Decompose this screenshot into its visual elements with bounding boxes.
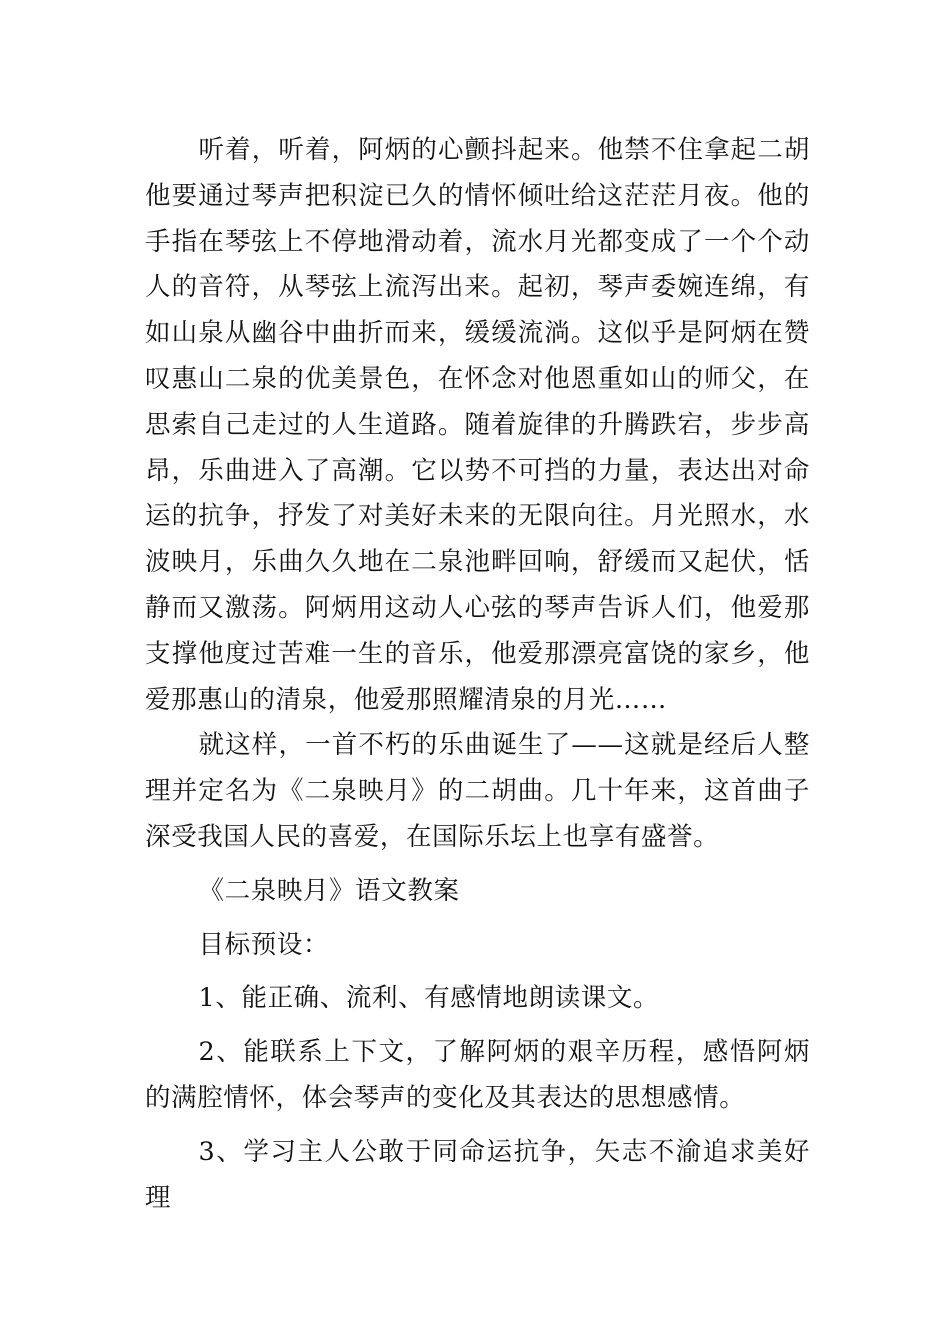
goal-item: 3、学习主人公敢于同命运抗争，矢志不渝追求美好理 xyxy=(145,1136,810,1213)
goal-item: 1、能正确、流利、有感情地朗读课文。 xyxy=(198,983,660,1014)
body-paragraph: 听着，听着，阿炳的心颤抖起来。他禁不住拿起二胡他要通过琴声把积淀已久的情怀倾吐给这茫茫月夜。他的手指在琴弦上不停地滑动着，流水月光都变成了一个个动人的音符，从琴弦上流泻出来。起初，琴声委婉连绵，有如山泉从幽谷中曲折而来，缓缓流淌。这似乎是阿炳在赞叹惠山二泉的优美景色，在怀念对他恩重如山的师父，在思索自己走过的人生道路。随着旋律的升腾跌宕，步步高昂，乐曲进入了高潮。它以势不可挡的力量，表达出对命运的抗争，抒发了对美好未来的无限向往。月光照水，水波映月，乐曲久久地在二泉池畔回响，舒缓而又起伏，恬静而又激荡。阿炳用这动人心弦的琴声告诉人们，他爱那支撑他度过苦难一生的音乐，他爱那漂亮富饶的家乡，他爱那惠山的清泉，他爱那照耀清泉的月光…… xyxy=(145,135,810,715)
goals-heading: 目标预设： xyxy=(198,929,330,960)
body-paragraph: 就这样，一首不朽的乐曲诞生了——这就是经后人整理并定名为《二泉映月》的二胡曲。几十年来，这首曲子深受我国人民的喜爱，在国际乐坛上也享有盛誉。 xyxy=(145,730,810,852)
goal-item: 2、能联系上下文，了解阿炳的艰辛历程，感悟阿炳的满腔情怀，体会琴声的变化及其表达的思想感情。 xyxy=(145,1037,810,1113)
document-page xyxy=(145,128,810,1221)
lesson-title: 《二泉映月》语文教案 xyxy=(198,875,460,906)
